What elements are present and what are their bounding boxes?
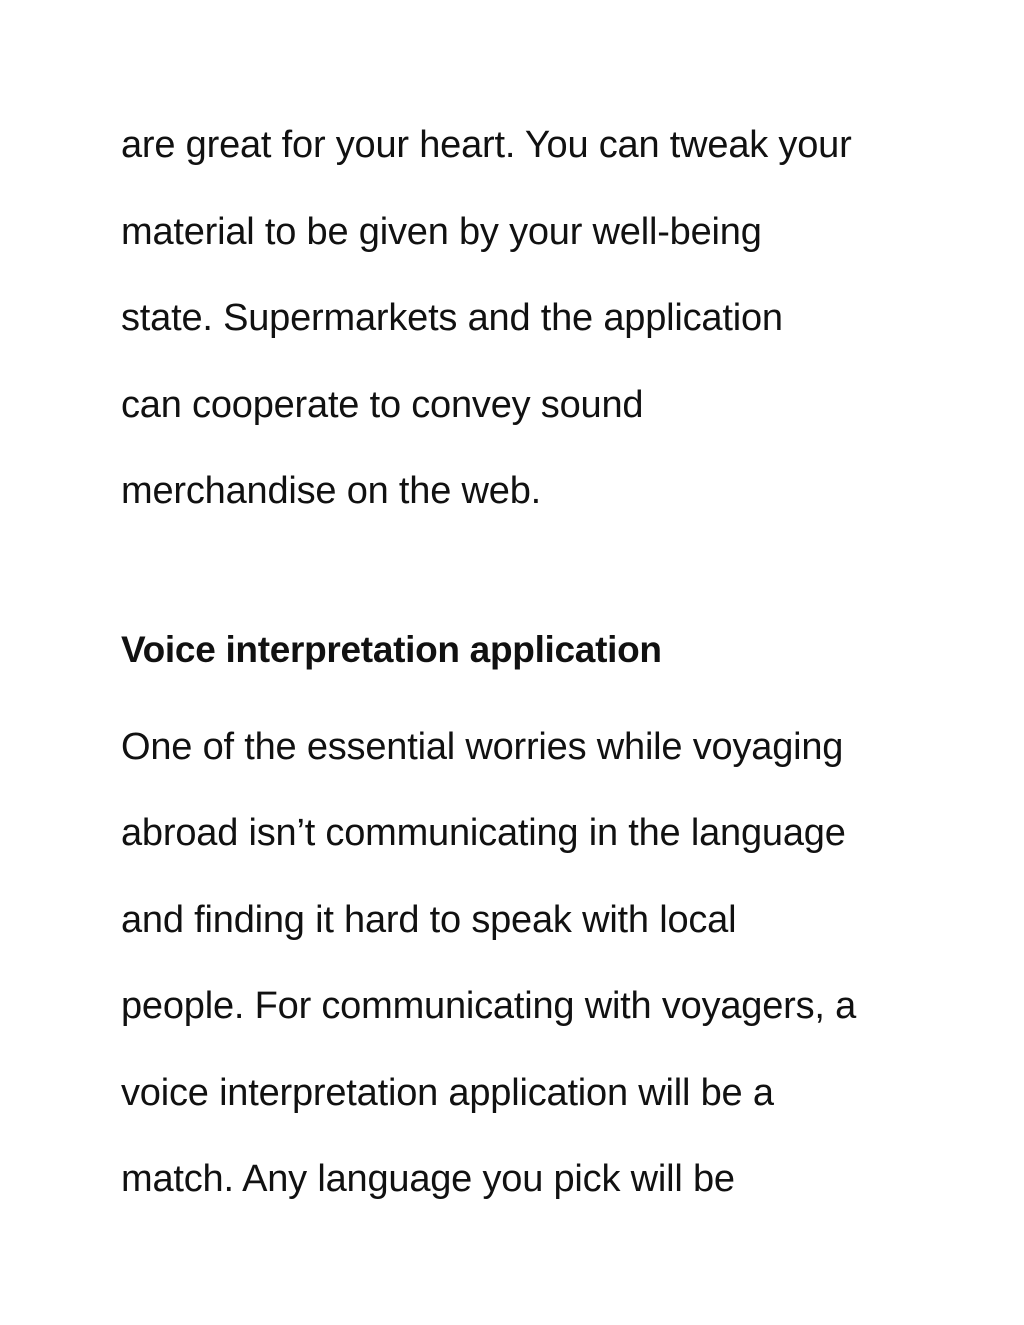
section-heading: Voice interpretation application xyxy=(121,629,662,670)
text-line: abroad isn’t communicating in the language xyxy=(121,812,846,854)
text-line: material to be given by your well-being xyxy=(121,211,762,253)
text-line: voice interpretation application will be a xyxy=(121,1072,774,1114)
text-line: and finding it hard to speak with local xyxy=(121,899,737,941)
text-line: state. Supermarkets and the application xyxy=(121,297,783,339)
text-line: merchandise on the web. xyxy=(121,470,541,512)
text-line: One of the essential worries while voyaging xyxy=(121,726,844,768)
text-line: can cooperate to convey sound xyxy=(121,384,644,426)
text-line: match. Any language you pick will be xyxy=(121,1158,735,1200)
text-line: are great for your heart. You can tweak your xyxy=(121,124,852,166)
text-line: people. For communicating with voyagers, a xyxy=(121,985,857,1027)
